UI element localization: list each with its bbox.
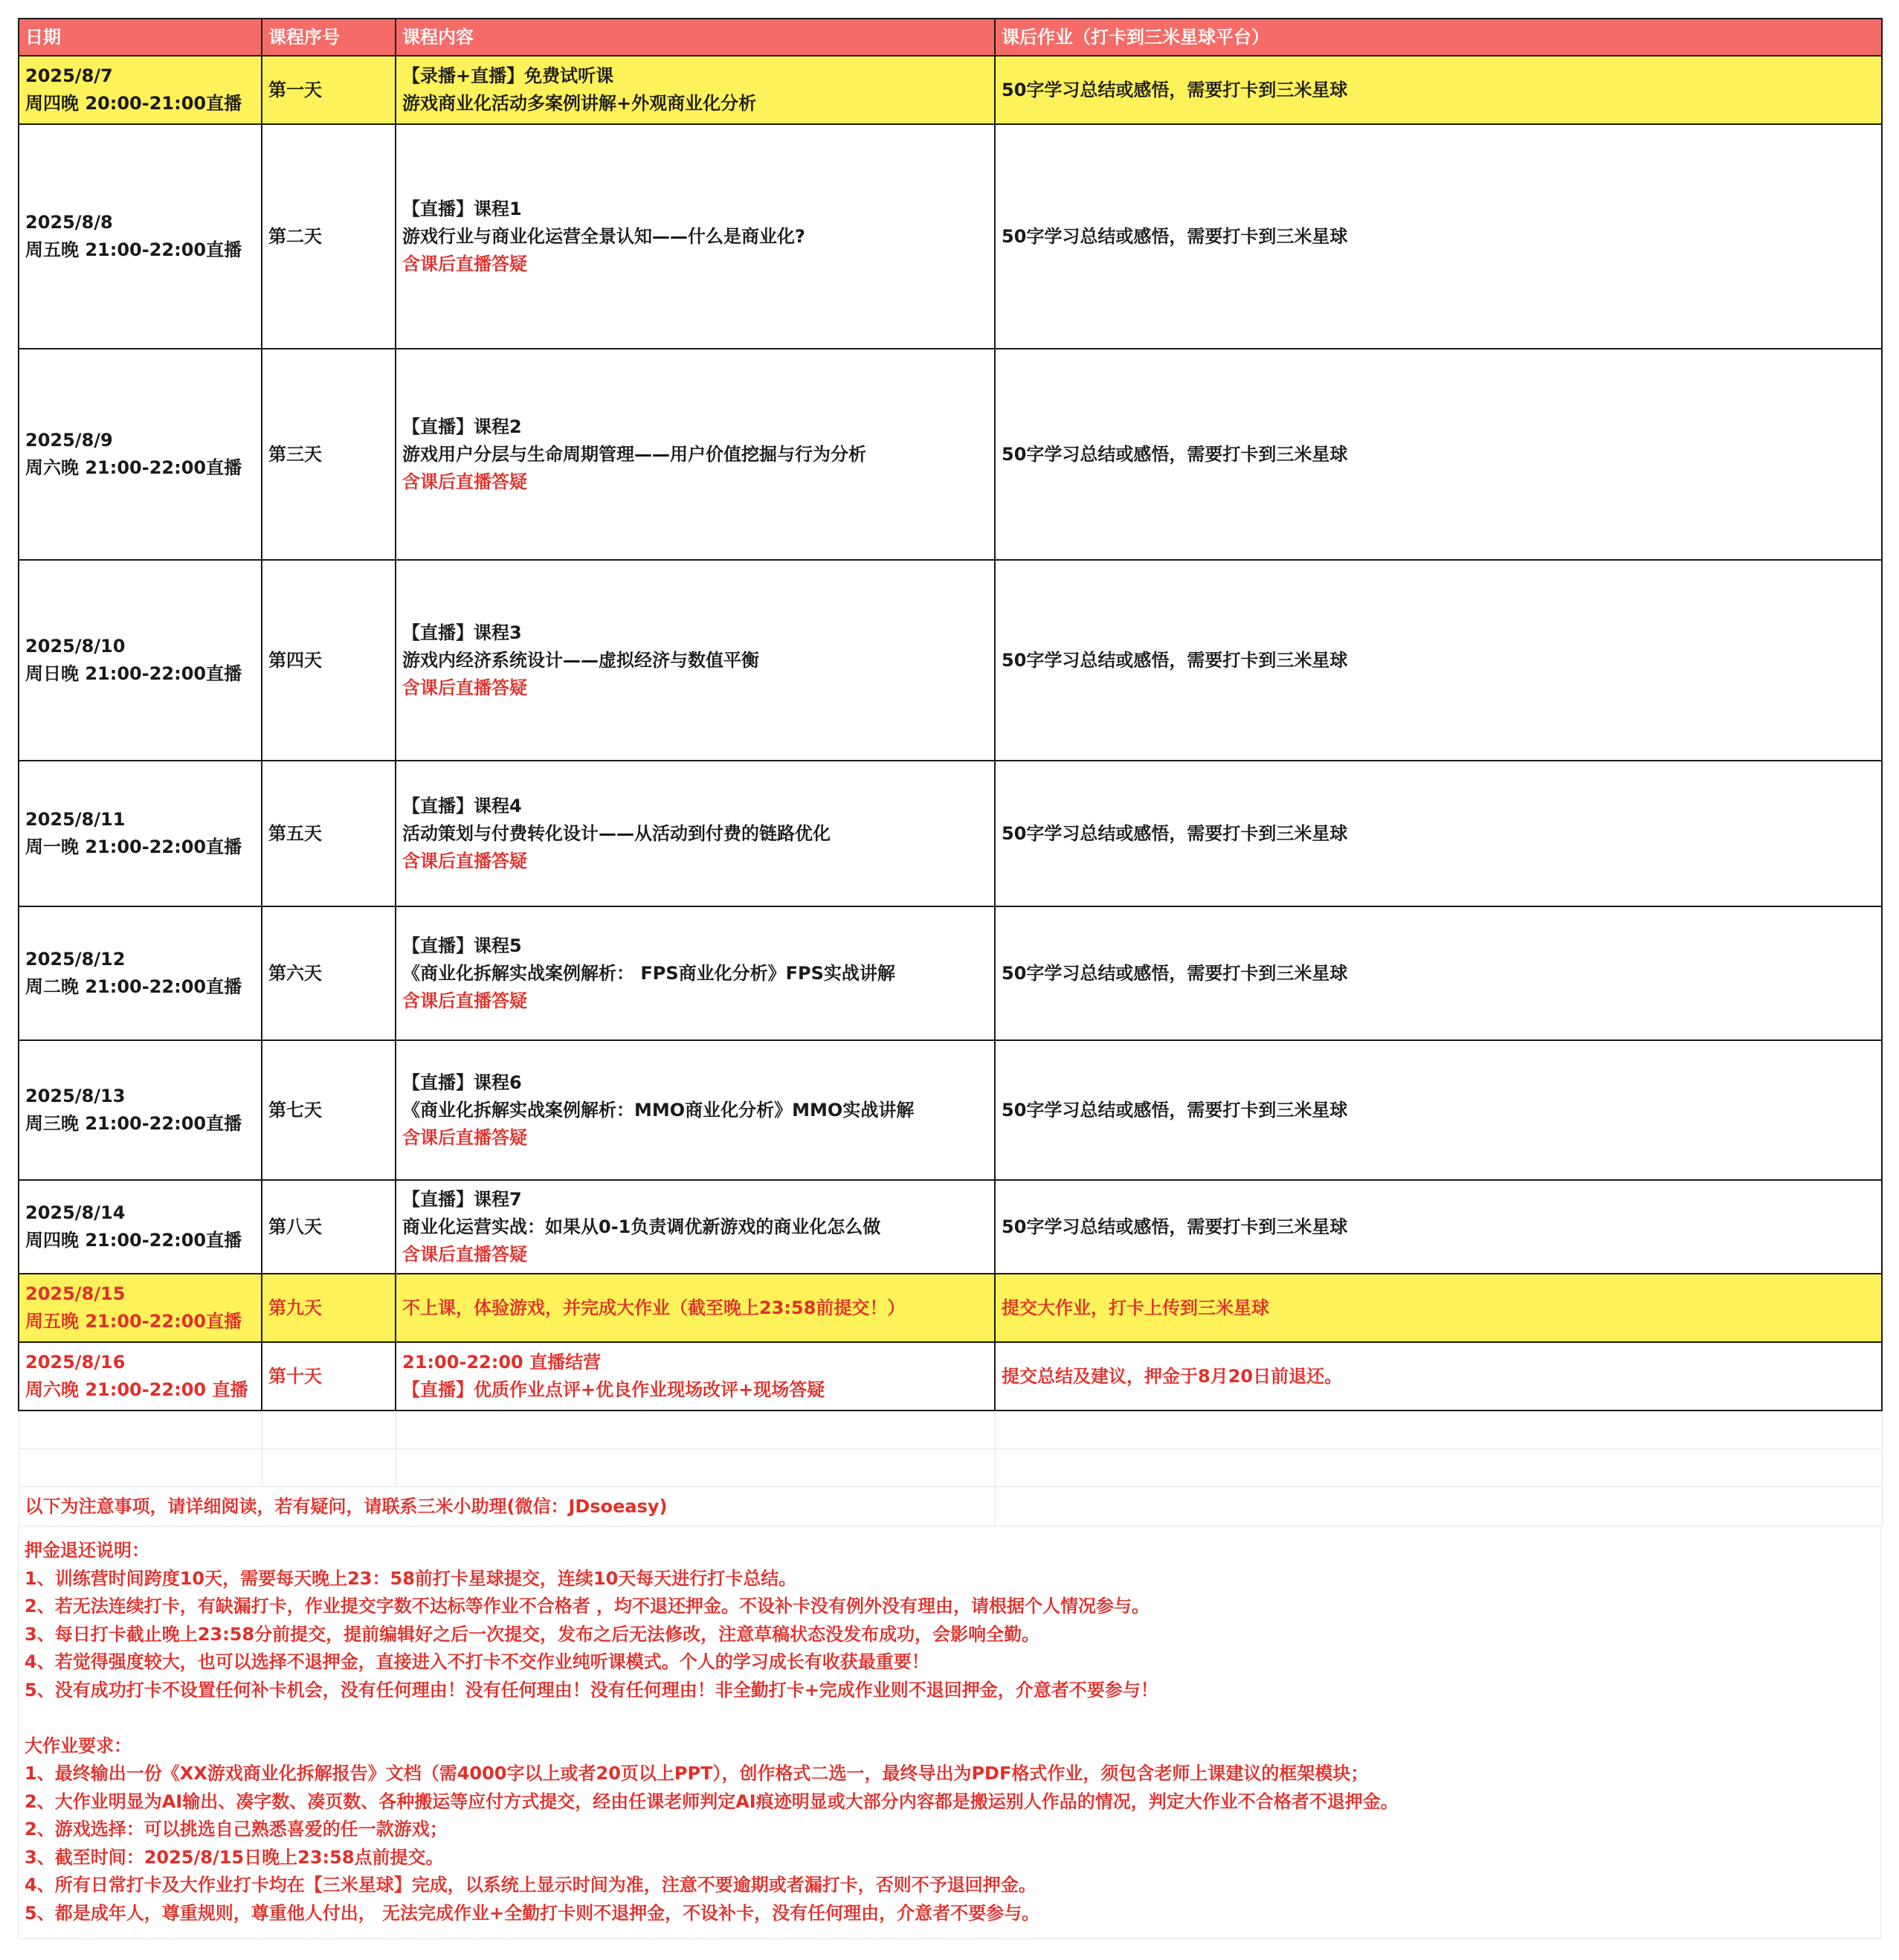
table-row xyxy=(19,1040,1882,1180)
empty-cell[interactable] xyxy=(396,1449,995,1487)
homework-cell: 50字学习总结或感悟，需要打卡到三米星球 xyxy=(995,349,1882,560)
qa-note: 含课后直播答疑 xyxy=(402,990,527,1011)
qa-note: 含课后直播答疑 xyxy=(402,253,527,274)
date-cell xyxy=(19,1274,262,1342)
assignment-item: 1、最终输出一份《XX游戏商业化拆解报告》文档（需4000字以上或者20页以上PPT），创作格式二选一，最终导出为PDF格式作业，须包含老师上课建议的框架模块； xyxy=(25,1763,1369,1784)
day-cell: 第五天 xyxy=(262,761,396,906)
content-cell xyxy=(396,349,995,560)
homework-cell: 50字学习总结或感悟，需要打卡到三米星球 xyxy=(995,56,1882,124)
time-text: 周三晚 21:00-22:00直播 xyxy=(25,1113,242,1134)
content-cell xyxy=(396,56,995,124)
time-text: 周五晚 21:00-22:00直播 xyxy=(25,1311,242,1332)
deposit-item: 2、若无法连续打卡，有缺漏打卡，作业提交字数不达标等作业不合格者 ，均不退还押金。不设补卡没有例外没有理由，请根据个人情况参与。 xyxy=(25,1596,1150,1616)
assignment-item: 3、截至时间：2025/8/15日晚上23:58点前提交。 xyxy=(25,1846,444,1868)
notice-row xyxy=(19,1487,1882,1527)
content-cell xyxy=(396,906,995,1040)
empty-row xyxy=(19,1411,1882,1449)
day-cell: 第八天 xyxy=(262,1180,396,1274)
date-cell xyxy=(19,349,262,560)
empty-cell[interactable] xyxy=(19,1449,262,1487)
empty-cell[interactable] xyxy=(995,1487,1882,1527)
day-cell: 第九天 xyxy=(262,1274,396,1342)
content-cell xyxy=(396,560,995,761)
empty-cell[interactable] xyxy=(19,1411,262,1449)
table-row xyxy=(19,56,1882,124)
date-cell xyxy=(19,124,262,349)
table-row xyxy=(19,1180,1882,1274)
content-line: 【录播+直播】免费试听课 xyxy=(402,65,614,86)
day-cell: 第六天 xyxy=(262,906,396,1040)
table-row xyxy=(19,1274,1882,1342)
homework-cell: 50字学习总结或感悟，需要打卡到三米星球 xyxy=(995,906,1882,1040)
deposit-item: 3、每日打卡截止晚上23:58分前提交，提前编辑好之后一次提交，发布之后无法修改，注意草稿状态没发布成功，会影响全勤。 xyxy=(25,1623,1040,1645)
header-homework: 课后作业（打卡到三米星球平台） xyxy=(995,19,1882,56)
homework-cell: 提交总结及建议，押金于8月20日前退还。 xyxy=(995,1342,1882,1411)
content-line: 【直播】课程2 xyxy=(402,416,522,437)
date-cell xyxy=(19,56,262,124)
content-line: 《商业化拆解实战案例解析： FPS商业化分析》FPS实战讲解 xyxy=(402,962,895,984)
content-line: 【直播】课程1 xyxy=(402,198,522,219)
assignment-title: 大作业要求： xyxy=(25,1735,132,1756)
date-text: 2025/8/14 xyxy=(25,1202,126,1223)
time-text: 周四晚 20:00-21:00直播 xyxy=(25,93,242,114)
content-line: 不上课，体验游戏，并完成大作业（截至晚上23:58前提交！） xyxy=(402,1297,906,1318)
date-cell xyxy=(19,560,262,761)
content-cell xyxy=(396,1040,995,1180)
header-content: 课程内容 xyxy=(396,19,995,56)
time-text: 周四晚 21:00-22:00直播 xyxy=(25,1230,242,1251)
date-cell xyxy=(19,1040,262,1180)
content-line: 活动策划与付费转化设计——从活动到付费的链路优化 xyxy=(402,822,831,844)
date-cell xyxy=(19,906,262,1040)
date-text: 2025/8/16 xyxy=(25,1352,126,1373)
assignment-item: 2、游戏选择：可以挑选自己熟悉喜爱的任一款游戏； xyxy=(25,1819,448,1840)
day-cell: 第一天 xyxy=(262,56,396,124)
qa-note: 含课后直播答疑 xyxy=(402,471,527,492)
schedule-sheet xyxy=(18,18,1881,1939)
date-text: 2025/8/13 xyxy=(25,1086,126,1106)
homework-cell: 提交大作业，打卡上传到三米星球 xyxy=(995,1274,1882,1342)
empty-cell[interactable] xyxy=(262,1411,396,1449)
content-line: 【直播】课程5 xyxy=(402,935,522,956)
date-text: 2025/8/15 xyxy=(25,1283,126,1304)
homework-cell: 50字学习总结或感悟，需要打卡到三米星球 xyxy=(995,1180,1882,1274)
content-line: 商业化运营实战：如果从0-1负责调优新游戏的商业化怎么做 xyxy=(402,1216,881,1237)
day-cell: 第三天 xyxy=(262,349,396,560)
date-text: 2025/8/8 xyxy=(25,212,113,233)
date-text: 2025/8/10 xyxy=(25,636,126,657)
qa-note: 含课后直播答疑 xyxy=(402,1243,527,1265)
notes-section xyxy=(18,1527,1881,1939)
header-lesson-no: 课程序号 xyxy=(262,19,396,56)
qa-note: 含课后直播答疑 xyxy=(402,677,527,698)
date-text: 2025/8/12 xyxy=(25,949,126,970)
content-cell xyxy=(396,761,995,906)
content-line: 【直播】优质作业点评+优良作业现场改评+现场答疑 xyxy=(402,1379,825,1400)
table-row xyxy=(19,560,1882,761)
time-text: 周六晚 21:00-22:00直播 xyxy=(25,457,242,478)
content-line: 【直播】课程7 xyxy=(402,1188,522,1210)
time-text: 周日晚 21:00-22:00直播 xyxy=(25,663,242,684)
date-cell xyxy=(19,761,262,906)
content-line: 【直播】课程4 xyxy=(402,795,522,816)
empty-cell[interactable] xyxy=(995,1411,1882,1449)
qa-note: 含课后直播答疑 xyxy=(402,1126,527,1148)
time-text: 周二晚 21:00-22:00直播 xyxy=(25,976,242,997)
empty-row xyxy=(19,1449,1882,1487)
day-cell: 第七天 xyxy=(262,1040,396,1180)
homework-cell: 50字学习总结或感悟，需要打卡到三米星球 xyxy=(995,560,1882,761)
homework-cell: 50字学习总结或感悟，需要打卡到三米星球 xyxy=(995,1040,1882,1180)
table-row xyxy=(19,124,1882,349)
assignment-item: 4、所有日常打卡及大作业打卡均在【三米星球】完成，以系统上显示时间为准，注意不要逾期或者漏打卡，否则不予退回押金。 xyxy=(25,1874,1036,1895)
date-text: 2025/8/9 xyxy=(25,430,113,451)
homework-cell: 50字学习总结或感悟，需要打卡到三米星球 xyxy=(995,124,1882,349)
content-line: 游戏商业化活动多案例讲解+外观商业化分析 xyxy=(402,93,757,114)
header-row xyxy=(19,19,1882,56)
deposit-item: 5、没有成功打卡不设置任何补卡机会，没有任何理由！没有任何理由！没有任何理由！非全勤打卡+完成作业则不退回押金，介意者不要参与！ xyxy=(25,1679,1158,1701)
content-line: 游戏内经济系统设计——虚拟经济与数值平衡 xyxy=(402,649,759,671)
date-text: 2025/8/11 xyxy=(25,809,126,830)
time-text: 周六晚 21:00-22:00 直播 xyxy=(25,1379,248,1400)
assignment-item: 5、都是成年人，尊重规则，尊重他人付出， 无法完成作业+全勤打卡则不退押金，不设补卡，没有任何理由，介意者不要参与。 xyxy=(25,1902,1040,1924)
spacer xyxy=(25,1704,1874,1732)
table-row xyxy=(19,1342,1882,1411)
day-cell: 第十天 xyxy=(262,1342,396,1411)
date-cell xyxy=(19,1180,262,1274)
table-row xyxy=(19,349,1882,560)
deposit-item: 1、训练营时间跨度10天，需要每天晚上23：58前打卡星球提交，连续10天每天进行打卡总结。 xyxy=(25,1567,797,1589)
content-cell xyxy=(396,1342,995,1411)
content-line: 21:00-22:00 直播结营 xyxy=(402,1352,602,1373)
homework-cell: 50字学习总结或感悟，需要打卡到三米星球 xyxy=(995,761,1882,906)
deposit-item: 4、若觉得强度较大，也可以选择不退押金，直接进入不打卡不交作业纯听课模式。个人的学习成长有收获最重要！ xyxy=(25,1651,929,1672)
header-date: 日期 xyxy=(19,19,262,56)
date-cell xyxy=(19,1342,262,1411)
table-row xyxy=(19,761,1882,906)
notice-text: 以下为注意事项，请详细阅读，若有疑问，请联系三米小助理(微信：JDsoeasy) xyxy=(19,1487,995,1527)
deposit-title: 押金退还说明： xyxy=(25,1540,149,1561)
qa-note: 含课后直播答疑 xyxy=(402,850,527,871)
empty-cell[interactable] xyxy=(262,1449,396,1487)
schedule-table xyxy=(18,18,1883,1527)
empty-cell[interactable] xyxy=(995,1449,1882,1487)
day-cell: 第四天 xyxy=(262,560,396,761)
content-cell xyxy=(396,1180,995,1274)
date-text: 2025/8/7 xyxy=(25,65,113,86)
content-cell xyxy=(396,1274,995,1342)
table-row xyxy=(19,906,1882,1040)
content-line: 【直播】课程6 xyxy=(402,1071,522,1093)
assignment-item: 2、大作业明显为AI输出、凑字数、凑页数、各种搬运等应付方式提交，经由任课老师判定AI痕迹明显或大部分内容都是搬运别人作品的情况，判定大作业不合格者不退押金。 xyxy=(25,1790,1399,1812)
content-cell xyxy=(396,124,995,349)
time-text: 周五晚 21:00-22:00直播 xyxy=(25,239,242,260)
content-line: 游戏行业与商业化运营全景认知——什么是商业化? xyxy=(402,225,805,247)
content-line: 【直播】课程3 xyxy=(402,622,522,643)
empty-cell[interactable] xyxy=(396,1411,995,1449)
day-cell: 第二天 xyxy=(262,124,396,349)
content-line: 《商业化拆解实战案例解析：MMO商业化分析》MMO实战讲解 xyxy=(402,1099,915,1121)
content-line: 游戏用户分层与生命周期管理——用户价值挖掘与行为分析 xyxy=(402,443,866,465)
time-text: 周一晚 21:00-22:00直播 xyxy=(25,836,242,857)
